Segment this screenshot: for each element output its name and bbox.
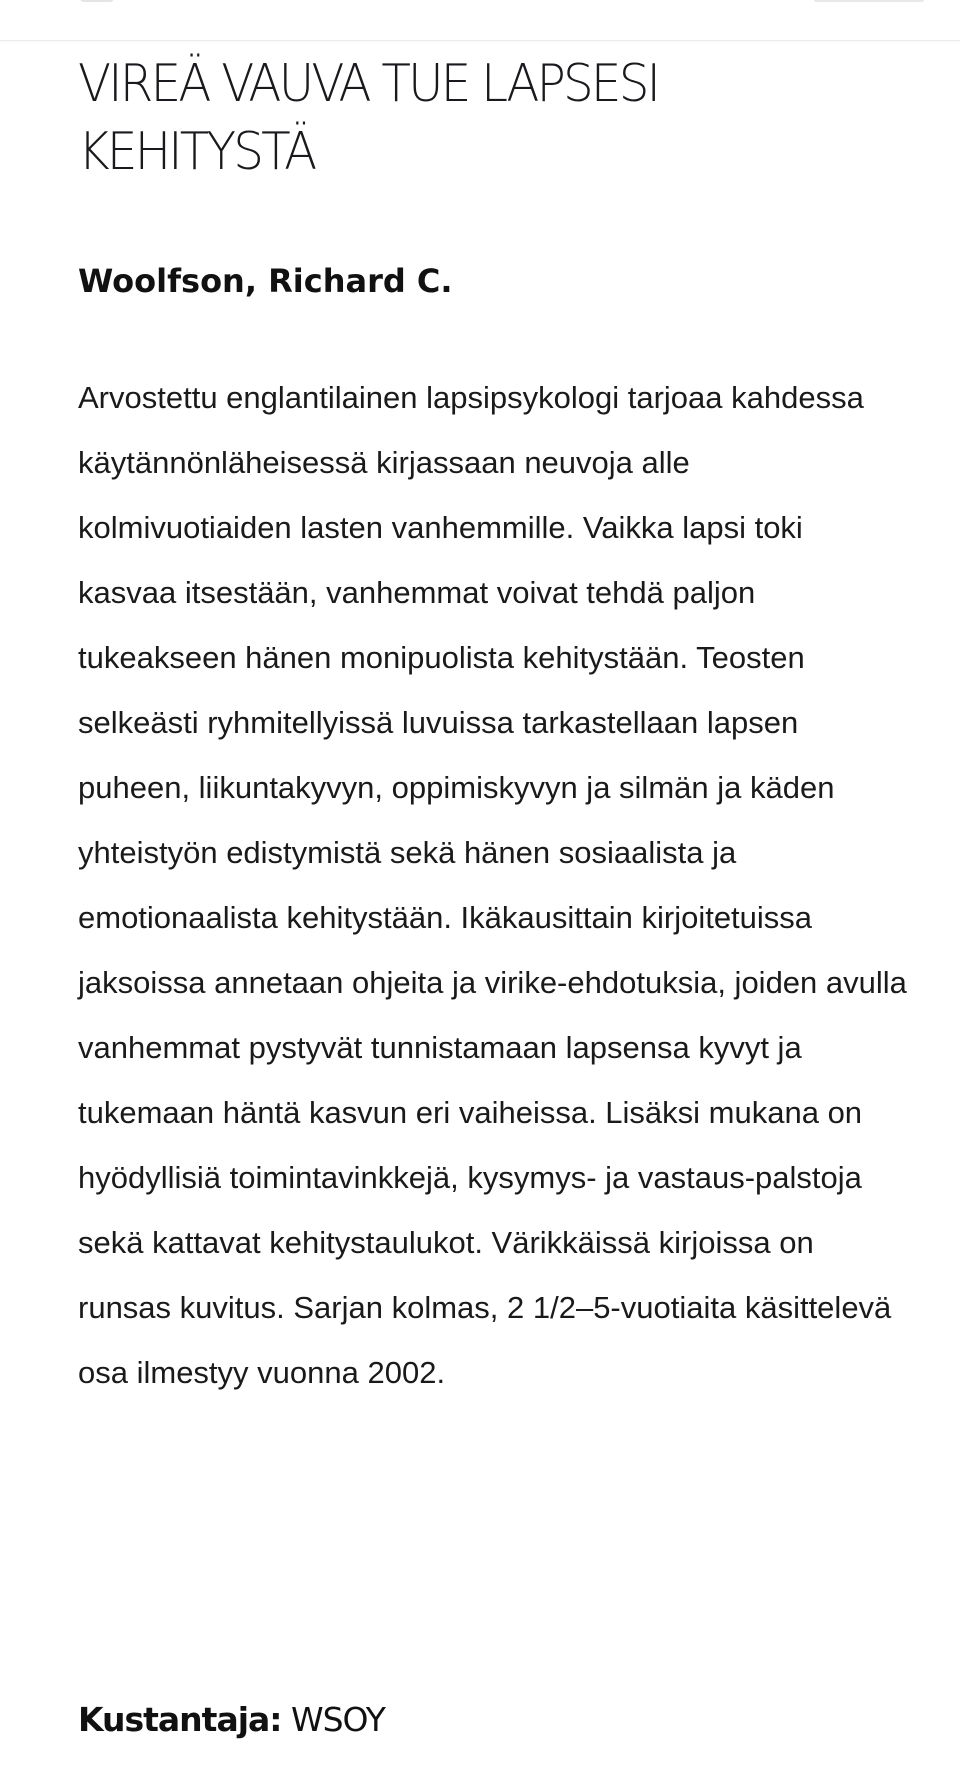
book-author: Woolfson, Richard C. xyxy=(78,262,453,300)
publisher-value: WSOY xyxy=(290,1700,385,1739)
book-publisher xyxy=(78,1700,385,1739)
site-logo[interactable] xyxy=(80,0,114,2)
book-title: VIREÄ VAUVA TUE LAPSESI KEHITYSTÄ xyxy=(78,54,659,182)
book-description: Arvostettu englantilainen lapsipsykologi tarjoaa kahdessa käytännönläheisessä kirjassaan neuvoja alle kolmivuotiaiden lasten vanhemmille. Vaikka lapsi toki kasvaa itsestään, vanhemmat voivat tehdä paljon tukeakseen hänen monipuolista kehitystään. Teosten selkeästi ryhmitellyissä luvuissa tarkastellaan lapsen puheen, liikuntakyvyn, oppimiskyvyn ja silmän ja käden yhteistyön edistymistä sekä hänen sosiaalista ja emotionaalista kehitystään. Ikäkausittain kirjoitetuissa jaksoissa annetaan ohjeita ja virike-ehdotuksia, joiden avulla vanhemmat pystyvät tunnistamaan lapsensa kyvyt ja tukemaan häntä kasvun eri vaiheissa. Lisäksi mukana on hyödyllisiä toimintavinkkejä, kysymys- ja vastaus-palstoja sekä kattavat kehitystaulukot. Värikkäissä kirjoissa on runsas kuvitus. Sarjan kolmas, 2 1/2–5-vuotiaita käsittelevä osa ilmestyy vuonna 2002. xyxy=(78,380,907,1390)
publisher-label: Kustantaja: xyxy=(78,1700,282,1739)
header-button[interactable] xyxy=(814,0,924,2)
top-header-bar xyxy=(0,0,960,41)
